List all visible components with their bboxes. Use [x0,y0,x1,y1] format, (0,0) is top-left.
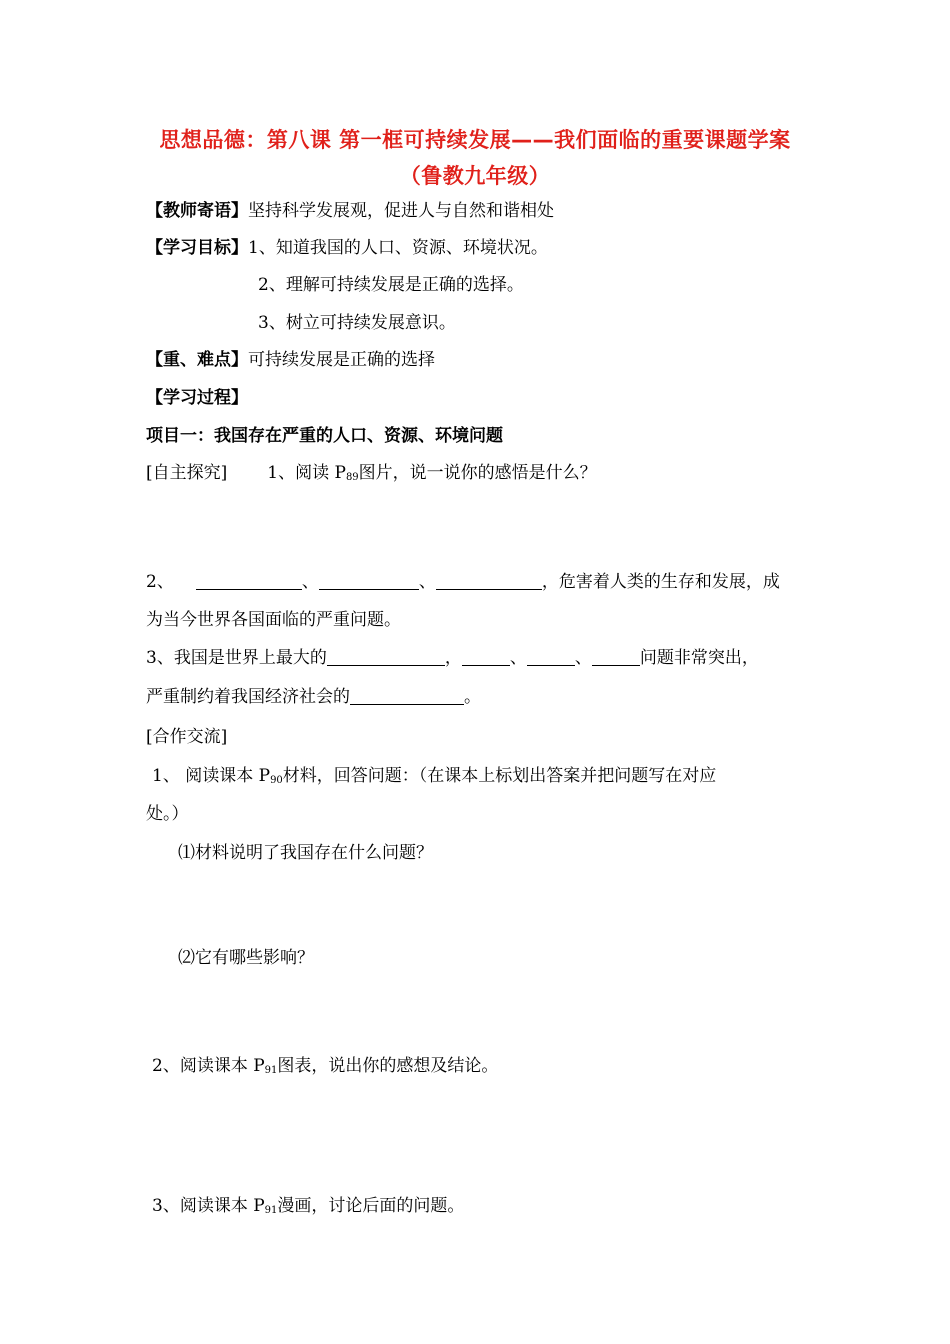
key-points-label: 【重、难点】 [146,350,248,370]
teacher-words-label: 【教师寄语】 [146,201,248,221]
self-explore-q2-cont: 为当今世界各国面临的严重问题。 [146,610,401,630]
self-explore-label: [自主探究] [146,463,228,483]
fill-blank[interactable] [462,647,510,666]
document-subtitle: （鲁教九年级） [399,164,551,188]
key-points [146,348,435,372]
fill-blank[interactable] [527,647,575,666]
self-explore-q1: [自主探究] 1、阅读 $P_{89}$图片，说一说你的感悟是什么？ [146,463,597,483]
teacher-words [146,199,554,223]
process-label: 【学习过程】 [146,388,248,408]
key-points-text: 可持续发展是正确的选择 [248,350,435,370]
sub-question-1: ⑴材料说明了我国存在什么问题？ [178,843,433,863]
goal-item: 1、知道我国的人口、资源、环境状况。 [248,238,548,258]
cooperate-item-3: 3、阅读课本 $P_{91}$漫画，讨论后面的问题。 [152,1196,465,1216]
fill-blank[interactable] [436,571,542,590]
goal-item: 3、树立可持续发展意识。 [258,313,456,333]
self-explore-q3: 3、我国是世界上最大的 ， 、 、 问题非常突出， [146,648,759,668]
cooperate-item-1: 1、 阅读课本 $P_{90}$材料，回答问题：（在课本上标划出答案并把问题写在对应 [152,766,717,786]
document-title: 思想品德：第八课 第一框可持续发展——我们面临的重要课题学案 [159,128,791,152]
cooperate-label: [合作交流] [146,727,228,747]
project-heading: 项目一：我国存在严重的人口、资源、环境问题 [146,426,503,446]
learning-goals-label: 【学习目标】 [146,238,248,258]
fill-blank[interactable] [327,647,445,666]
self-explore-q3-cont: 严重制约着我国经济社会的 。 [146,687,481,707]
fill-blank[interactable] [592,647,640,666]
goal-item: 2、理解可持续发展是正确的选择。 [258,275,524,295]
self-explore-q2: 2、 、 、 ，危害着人类的生存和发展，成 [146,572,780,592]
teacher-words-text: 坚持科学发展观，促进人与自然和谐相处 [248,201,554,221]
cooperate-item-2: 2、阅读课本 $P_{91}$图表，说出你的感想及结论。 [152,1056,499,1076]
fill-blank[interactable] [319,571,419,590]
learning-goals [146,236,548,260]
fill-blank[interactable] [196,571,302,590]
cooperate-item-1-cont: 处。） [146,804,189,824]
sub-question-2: ⑵它有哪些影响？ [178,948,314,968]
fill-blank[interactable] [350,686,464,705]
